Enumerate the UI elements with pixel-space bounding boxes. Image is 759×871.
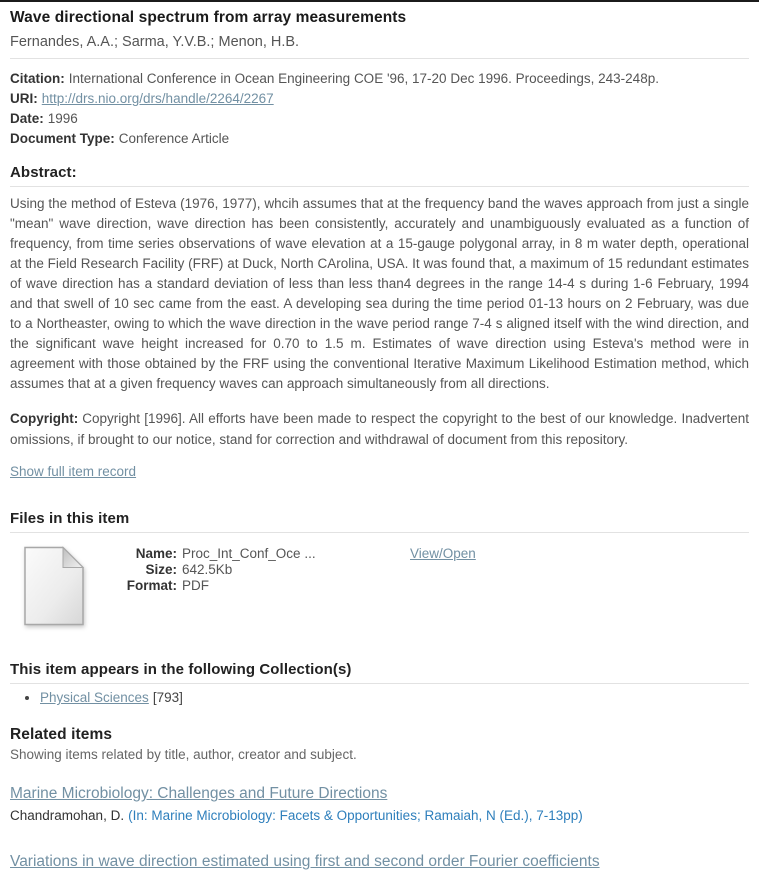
uri-label: URI:: [10, 91, 38, 106]
divider: [10, 186, 749, 187]
doctype-label: Document Type:: [10, 131, 115, 146]
item-page: [0, 9, 759, 871]
copyright-label: Copyright:: [10, 411, 79, 426]
file-row: [10, 546, 749, 631]
collection-count: [793]: [152, 690, 183, 705]
citation-value: International Conference in Ocean Engineering COE '96, 17-20 Dec 1996. Proceedings, 243-248p.: [68, 71, 659, 86]
related-items-heading: Related items: [10, 726, 113, 743]
related-item-byline: [10, 808, 749, 823]
related-items-subtitle: Showing items related by title, author, creator and subject.: [10, 747, 357, 762]
file-format-value: PDF: [182, 578, 209, 593]
date-row: [10, 109, 749, 129]
file-size-value: 642.5Kb: [182, 562, 233, 577]
metadata-block: [10, 69, 749, 149]
date-label: Date:: [10, 111, 44, 126]
file-name-row: [122, 546, 410, 561]
uri-row: [10, 89, 749, 109]
show-full-item-record-link[interactable]: Show full item record: [10, 464, 137, 479]
copyright-paragraph: [10, 409, 749, 450]
related-item-authors: Chandramohan, D.: [10, 808, 125, 823]
collections-list: [10, 691, 749, 705]
file-view-cell: [410, 546, 476, 561]
related-item-note: (In: Marine Microbiology: Facets & Opportunities; Ramaiah, N (Ed.), 7-13pp): [128, 808, 583, 823]
view-open-link[interactable]: View/Open: [410, 546, 476, 561]
authors-line: Fernandes, A.A.; Sarma, Y.V.B.; Menon, H.B.: [10, 34, 300, 50]
file-size-row: [122, 562, 410, 577]
list-item: [40, 691, 749, 705]
doctype-row: [10, 129, 749, 149]
file-format-row: [122, 578, 410, 593]
divider: [10, 683, 749, 684]
related-item-title-link[interactable]: Marine Microbiology: Challenges and Future Directions: [10, 785, 388, 802]
file-size-label: Size:: [145, 562, 177, 577]
file-format-label: Format:: [126, 578, 177, 593]
abstract-heading: Abstract:: [10, 164, 77, 181]
collections-section-heading: This item appears in the following Collection(s): [10, 661, 352, 678]
date-value: 1996: [47, 111, 78, 126]
doctype-value: Conference Article: [118, 131, 230, 146]
collection-link[interactable]: Physical Sciences: [40, 690, 149, 705]
uri-link[interactable]: http://drs.nio.org/drs/handle/2264/2267: [41, 91, 274, 106]
copyright-text: Copyright [1996]. All efforts have been made to respect the copyright to the best of our knowledge. Inadvertent omissions, if brought to our notice, stand for correction and withdrawal of document from this repository.: [10, 411, 749, 447]
citation-label: Citation:: [10, 71, 65, 86]
abstract-text: Using the method of Esteva (1976, 1977), whcih assumes that at the frequency band the waves approach from just a single "mean" wave direction, wave direction has been consistently, accurately and unambiguously evaluated as a function of frequency, from time series observations of wave elevation at a 15-gauge polygonal array, in 8 m water depth, operational at the Field Research Facility (FRF) at Duck, North CArolina, USA. It was found that, a maximum of 15 redundant estimates of wave direction has a standard deviation of less than less than4 degrees in the range 14-4 s during 1-6 February, 1994 and that swell of 10 sec came from the east. A developing sea during the time period 01-13 hours on 2 February, was due to a Northeaster, owing to which the wave direction in the wave period range 7-4 s aligned itself with the wind direction, and the significant wave height increased for 0.70 to 1.5 m. Estimates of wave direction using Esteva's method were in agreement with those obtained by the FRF using the conventional Iterative Maximum Likelihood Estimation method, which assumes that at a given frequency waves can approach simultaneously from all directions.: [10, 196, 749, 391]
file-name-label: Name:: [135, 546, 177, 561]
related-item-title-link[interactable]: Variations in wave direction estimated using first and second order Fourier coefficients: [10, 853, 600, 870]
related-item: [10, 823, 749, 871]
files-section-heading: Files in this item: [10, 510, 130, 527]
divider: [10, 58, 749, 59]
file-info: [122, 546, 410, 594]
file-blank-icon: [10, 546, 122, 631]
file-name-value: Proc_Int_Conf_Oce ...: [182, 546, 316, 561]
citation-row: [10, 69, 749, 89]
divider: [10, 532, 749, 533]
top-border-bar: [0, 0, 759, 2]
related-item: [10, 762, 749, 823]
page-title: Wave directional spectrum from array measurements: [10, 9, 407, 26]
